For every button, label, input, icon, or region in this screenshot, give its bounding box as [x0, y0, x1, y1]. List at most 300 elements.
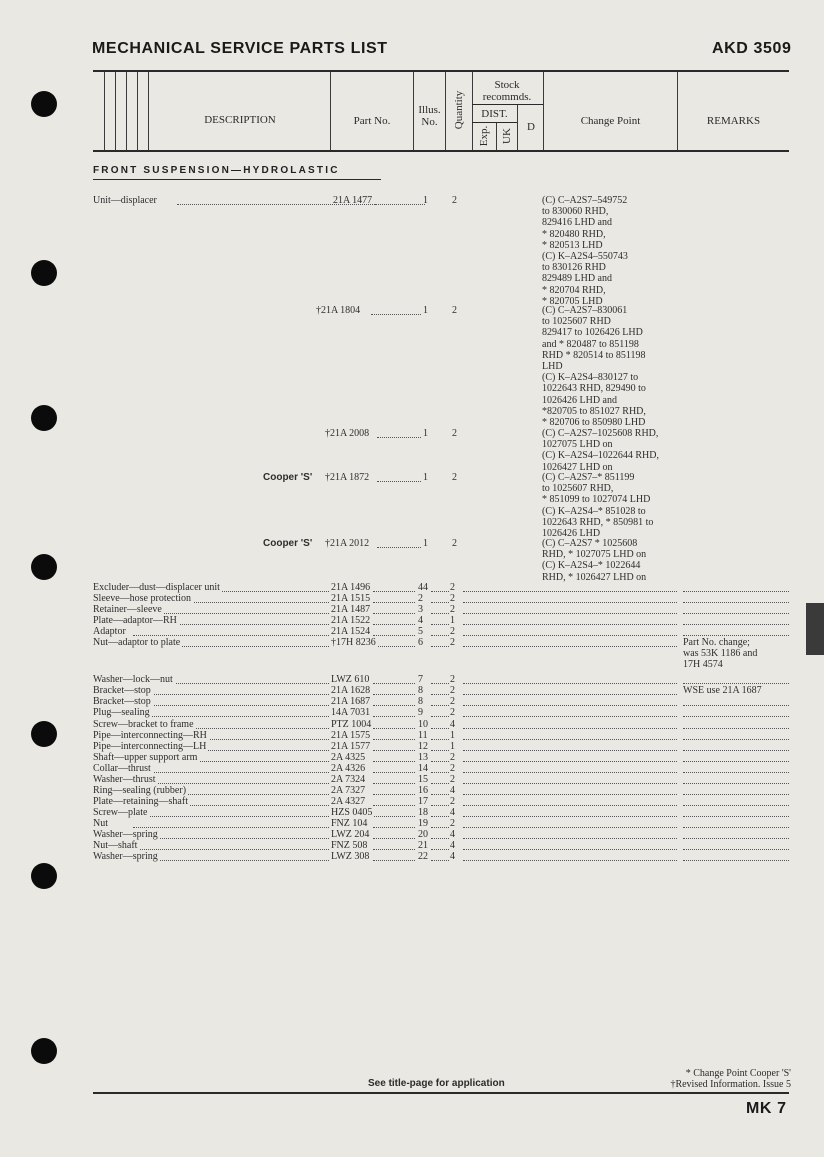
leader-dots: [133, 848, 329, 850]
description: Washer—spring: [93, 829, 158, 840]
leader-dots: [373, 815, 415, 817]
leader-dots: [463, 601, 677, 603]
quantity: 4: [450, 806, 455, 818]
quantity: 2: [450, 751, 455, 763]
parts-row: [93, 674, 789, 685]
illus-no: 1: [423, 305, 428, 316]
part-no: 14A 7031: [331, 707, 371, 719]
quantity: 4: [450, 829, 455, 840]
change-point-line: *820705 to 851027 RHD,: [542, 405, 646, 417]
leader-dots: [463, 782, 677, 784]
leader-dots: [373, 760, 415, 762]
change-point-line: RHD * 820514 to 851198: [542, 349, 646, 361]
leader-dots: [463, 760, 677, 762]
change-point-line: 829489 LHD and: [542, 273, 612, 285]
leader-dots: [373, 859, 415, 861]
part-no: FNZ 508: [331, 840, 368, 852]
part-no: 21A 1577: [331, 740, 371, 752]
description: Screw—bracket to frame: [93, 718, 194, 730]
column-header-quantity: Quantity: [453, 90, 465, 130]
binder-hole: [31, 1038, 57, 1064]
change-point-line: RHD, * 1026427 LHD on: [542, 571, 647, 583]
leader-dots: [373, 804, 415, 806]
binder-hole: [31, 554, 57, 580]
illus-no: 8: [418, 696, 423, 708]
leader-dots: [463, 848, 677, 850]
description: Pipe—interconnecting—LH: [93, 740, 207, 752]
leader-dots: [683, 704, 789, 706]
change-point-line: 829417 to 1026426 LHD: [542, 327, 643, 339]
column-header-stock: Stock recommds.: [482, 79, 532, 103]
leader-dots: [683, 601, 789, 603]
part-no: LWZ 308: [331, 851, 370, 863]
leader-dots: [463, 693, 677, 695]
part-no: 21A 1522: [331, 615, 371, 627]
leader-dots: [683, 771, 789, 773]
parts-row: [93, 593, 789, 604]
column-divider: [677, 72, 678, 150]
part-no: LWZ 204: [331, 829, 370, 840]
leader-dots: [371, 313, 421, 315]
part-no: 2A 4325: [331, 751, 366, 763]
table-top-rule: [93, 70, 789, 72]
description: Bracket—stop: [93, 696, 151, 708]
leader-dots: [133, 771, 329, 773]
leader-dots: [377, 546, 421, 548]
description: Washer—spring: [93, 851, 158, 863]
leader-dots: [683, 715, 789, 717]
parts-row: [93, 707, 789, 718]
part-no: 2A 4326: [331, 762, 366, 774]
leader-dots: [463, 826, 677, 828]
leader-dots: [683, 837, 789, 839]
change-point-block: [542, 195, 628, 307]
part-no: †21A 1804: [316, 305, 361, 316]
description: Nut—adaptor to plate: [93, 637, 181, 649]
description: Plate—retaining—shaft: [93, 795, 188, 807]
illus-no: 19: [418, 817, 428, 829]
leader-dots: [683, 634, 789, 636]
column-header-exp: Exp.: [478, 125, 490, 147]
change-point-block: [542, 428, 659, 473]
column-header-d: D: [527, 121, 535, 133]
leader-dots: [463, 634, 677, 636]
leader-dots: [463, 738, 677, 740]
leader-dots: [683, 859, 789, 861]
change-point-line: to 830126 RHD: [542, 262, 606, 274]
parts-row: [93, 785, 789, 796]
leader-dots: [463, 704, 677, 706]
change-point-line: 1026427 LHD on: [542, 461, 613, 473]
change-point-line: * 851099 to 1027074 LHD: [542, 494, 651, 506]
quantity: 2: [450, 707, 455, 719]
leader-dots: [431, 848, 451, 850]
change-point-line: (C) K–A2S4–* 851028 to: [542, 505, 646, 517]
change-point-line: * 820706 to 850980 LHD: [542, 417, 646, 429]
description: Screw—plate: [93, 806, 148, 818]
column-header-change-point: Change Point: [580, 115, 641, 127]
leader-dots: [431, 715, 451, 717]
change-point-line: (C) K–A2S4–* 1022644: [542, 560, 641, 572]
illus-no: 17: [418, 795, 428, 807]
illus-no: 3: [418, 604, 423, 616]
leader-dots: [431, 693, 451, 695]
parts-row: [93, 582, 789, 593]
change-point-line: 1022643 RHD, * 850981 to: [542, 516, 654, 528]
binder-hole: [31, 721, 57, 747]
quantity: 2: [450, 762, 455, 774]
leader-dots: [133, 693, 329, 695]
leader-dots: [683, 815, 789, 817]
leader-dots: [463, 612, 677, 614]
parts-row: [93, 741, 789, 752]
illus-no: 20: [418, 829, 428, 840]
part-no: †21A 2008: [325, 428, 370, 439]
footnote-change-point: * Change Point Cooper 'S': [685, 1068, 791, 1079]
quantity: 2: [452, 538, 457, 549]
change-point-line: RHD, * 1027075 LHD on: [542, 549, 647, 561]
parts-row: [93, 428, 543, 439]
leader-dots: [683, 727, 789, 729]
parts-row: [93, 637, 789, 671]
column-divider: [148, 72, 149, 150]
leader-dots: [373, 612, 415, 614]
description: Washer—lock—nut: [93, 674, 173, 686]
parts-row: [93, 615, 789, 626]
leader-dots: [373, 704, 415, 706]
change-point-line: (C) C–A2S7–549752: [542, 195, 628, 206]
quantity: 2: [450, 604, 455, 616]
leader-dots: [683, 612, 789, 614]
leader-dots: [373, 715, 415, 717]
part-no: 21A 1515: [331, 593, 371, 605]
footer-rule: [93, 1092, 789, 1094]
change-point-line: (C) C–A2S7–830061: [542, 305, 628, 316]
quantity: 1: [450, 740, 455, 752]
change-point-line: 1026426 LHD and: [542, 394, 617, 406]
stock-divider: [472, 104, 543, 105]
quantity: 2: [450, 626, 455, 638]
parts-row: [93, 719, 789, 730]
parts-row: [93, 774, 789, 785]
leader-dots: [133, 704, 329, 706]
part-no: 21A 1477: [333, 195, 373, 206]
quantity: 2: [450, 637, 455, 649]
section-title: FRONT SUSPENSION—HYDROLASTIC: [93, 165, 340, 176]
leader-dots: [431, 645, 451, 647]
illus-no: 7: [418, 674, 423, 686]
parts-row: [93, 851, 789, 862]
change-point-line: (C) C–A2S7–1025608 RHD,: [542, 428, 659, 439]
leader-dots: [373, 738, 415, 740]
part-no: †21A 1872: [325, 472, 370, 483]
table-bottom-rule: [93, 150, 789, 152]
leader-dots: [683, 760, 789, 762]
change-point-line: * 820480 RHD,: [542, 228, 606, 240]
leader-dots: [373, 793, 415, 795]
leader-dots: [683, 590, 789, 592]
illus-no: 10: [418, 718, 428, 730]
parts-row: [93, 472, 543, 483]
leader-dots: [373, 623, 415, 625]
parts-row: [93, 195, 543, 206]
illus-no: 1: [423, 195, 428, 206]
column-divider: [115, 72, 116, 150]
leader-dots: [373, 782, 415, 784]
leader-dots: [133, 837, 329, 839]
parts-row: [93, 796, 789, 807]
application-note: See title-page for application: [368, 1078, 505, 1089]
illus-no: 1: [423, 538, 428, 549]
leader-dots: [133, 815, 329, 817]
leader-dots: [133, 859, 329, 861]
change-point-line: (C) K–A2S4–830127 to: [542, 372, 639, 384]
quantity: 2: [450, 817, 455, 829]
leader-dots: [463, 715, 677, 717]
leader-dots: [463, 793, 677, 795]
change-point-line: (C) K–A2S4–1022644 RHD,: [542, 450, 659, 462]
change-point-block: [542, 305, 646, 428]
change-point-line: * 820704 RHD,: [542, 284, 606, 296]
leader-dots: [373, 848, 415, 850]
change-point-line: (C) K–A2S4–550743: [542, 251, 628, 263]
change-point-line: to 1025607 RHD: [542, 316, 611, 328]
part-no: 2A 7324: [331, 773, 366, 785]
leader-dots: [431, 634, 451, 636]
parts-row: [93, 305, 543, 316]
column-divider: [543, 72, 544, 150]
leader-dots: [431, 837, 451, 839]
illus-no: 18: [418, 806, 428, 818]
footnote-revised: †Revised Information. Issue 5: [670, 1079, 791, 1090]
leader-dots: [431, 727, 451, 729]
leader-dots: [373, 590, 415, 592]
change-point-line: 1027075 LHD on: [542, 439, 613, 451]
part-no: HZS 0405: [331, 806, 373, 818]
leader-dots: [373, 645, 415, 647]
section-underline: [93, 179, 381, 180]
quantity: 2: [452, 305, 457, 316]
column-divider: [330, 72, 331, 150]
illus-no: 11: [418, 729, 428, 741]
parts-row: [93, 696, 789, 707]
description: Plate—adaptor—RH: [93, 615, 177, 627]
quantity: 2: [450, 593, 455, 605]
leader-dots: [683, 804, 789, 806]
leader-dots: [431, 601, 451, 603]
leader-dots: [463, 771, 677, 773]
illus-no: 2: [418, 593, 423, 605]
remark-line: 17H 4574: [683, 659, 723, 671]
description: Retainer—sleeve: [93, 604, 162, 616]
column-header-dist: DIST.: [481, 108, 508, 120]
quantity: 4: [450, 718, 455, 730]
page-title: MECHANICAL SERVICE PARTS LIST: [92, 40, 388, 57]
leader-dots: [431, 760, 451, 762]
leader-dots: [431, 804, 451, 806]
part-no: 21A 1496: [331, 582, 371, 593]
illus-no: 21: [418, 840, 428, 852]
parts-row: [93, 807, 789, 818]
description: Adaptor: [93, 626, 126, 638]
leader-dots: [683, 793, 789, 795]
column-divider: [496, 122, 497, 150]
parts-row: [93, 604, 789, 615]
model-label: Cooper 'S': [263, 538, 313, 549]
column-header-description: DESCRIPTION: [204, 114, 276, 126]
part-no: 21A 1524: [331, 626, 371, 638]
quantity: 2: [450, 674, 455, 686]
quantity: 2: [452, 195, 457, 206]
description: Shaft—upper support arm: [93, 751, 198, 763]
leader-dots: [463, 804, 677, 806]
remark-line: was 53K 1186 and: [683, 648, 758, 660]
illus-no: 13: [418, 751, 428, 763]
quantity: 2: [450, 696, 455, 708]
part-no: 2A 4327: [331, 795, 366, 807]
leader-dots: [463, 623, 677, 625]
description: Sleeve—hose protection: [93, 593, 192, 605]
description: Collar—thrust: [93, 762, 151, 774]
leader-dots: [683, 848, 789, 850]
leader-dots: [373, 837, 415, 839]
leader-dots: [373, 727, 415, 729]
leader-dots: [373, 601, 415, 603]
leader-dots: [431, 623, 451, 625]
leader-dots: [463, 590, 677, 592]
illus-no: 1: [423, 428, 428, 439]
column-header-illus-no: Illus. No.: [418, 104, 441, 128]
leader-dots: [431, 612, 451, 614]
quantity: 4: [450, 840, 455, 852]
change-point-line: 1026426 LHD: [542, 528, 601, 540]
description: Pipe—interconnecting—RH: [93, 729, 207, 741]
leader-dots: [431, 704, 451, 706]
quantity: 2: [450, 795, 455, 807]
leader-dots: [683, 623, 789, 625]
part-no: 2A 7327: [331, 784, 366, 796]
parts-row: [93, 829, 789, 840]
change-point-line: to 1025607 RHD,: [542, 483, 614, 495]
part-no: FNZ 104: [331, 817, 368, 829]
part-no: †21A 2012: [325, 538, 370, 549]
description: Unit—displacer: [93, 195, 157, 206]
binder-hole: [31, 405, 57, 431]
description: Washer—thrust: [93, 773, 156, 785]
leader-dots: [373, 682, 415, 684]
illus-no: 22: [418, 851, 428, 863]
leader-dots: [133, 634, 329, 636]
quantity: 4: [450, 851, 455, 863]
binder-hole: [31, 863, 57, 889]
illus-no: 14: [418, 762, 428, 774]
leader-dots: [463, 645, 677, 647]
illus-no: 9: [418, 707, 423, 719]
leader-dots: [463, 727, 677, 729]
column-header-part-no: Part No.: [353, 115, 391, 127]
leader-dots: [377, 480, 421, 482]
remark-line: Part No. change;: [683, 637, 750, 649]
binder-hole: [31, 91, 57, 117]
change-point-line: to 830060 RHD,: [542, 206, 609, 218]
quantity: 2: [452, 472, 457, 483]
quantity: 4: [450, 784, 455, 796]
change-point-line: * 820513 LHD: [542, 239, 603, 251]
leader-dots: [463, 682, 677, 684]
column-divider: [126, 72, 127, 150]
description: Excluder—dust—displacer unit: [93, 582, 220, 593]
parts-row: [93, 538, 543, 549]
change-point-line: 1022643 RHD, 829490 to: [542, 383, 646, 395]
description: Bracket—stop: [93, 685, 151, 697]
page-number: MK 7: [746, 1100, 787, 1117]
leader-dots: [431, 682, 451, 684]
illus-no: 16: [418, 784, 428, 796]
parts-row: [93, 752, 789, 763]
part-no: PTZ 1004: [331, 718, 372, 730]
leader-dots: [683, 682, 789, 684]
column-divider: [137, 72, 138, 150]
leader-dots: [431, 590, 451, 592]
leader-dots: [133, 826, 329, 828]
change-point-block: [542, 472, 653, 539]
leader-dots: [373, 693, 415, 695]
document-code: AKD 3509: [712, 40, 792, 57]
part-no: LWZ 610: [331, 674, 370, 686]
remark-line: WSE use 21A 1687: [683, 685, 762, 697]
quantity: 1: [450, 615, 455, 627]
leader-dots: [431, 815, 451, 817]
leader-dots: [373, 749, 415, 751]
model-label: Cooper 'S': [263, 472, 313, 483]
leader-dots: [431, 749, 451, 751]
column-header-remarks: REMARKS: [706, 115, 761, 127]
change-point-line: (C) C–A2S7 * 1025608: [542, 538, 638, 549]
parts-row: [93, 818, 789, 829]
change-point-line: (C) C–A2S7–* 851199: [542, 472, 635, 483]
change-point-line: LHD: [542, 361, 563, 373]
change-point-line: and * 820487 to 851198: [542, 338, 639, 350]
leader-dots: [431, 826, 451, 828]
illus-no: 12: [418, 740, 428, 752]
description: Ring—sealing (rubber): [93, 784, 187, 796]
quantity: 1: [450, 729, 455, 741]
parts-row: [93, 763, 789, 774]
leader-dots: [373, 826, 415, 828]
illus-no: 6: [418, 637, 423, 649]
change-point-line: 829416 LHD and: [542, 217, 612, 229]
leader-dots: [431, 738, 451, 740]
part-no: 21A 1687: [331, 696, 371, 708]
description: Plug—sealing: [93, 707, 150, 719]
leader-dots: [683, 749, 789, 751]
leader-dots: [683, 738, 789, 740]
illus-no: 5: [418, 626, 423, 638]
leader-dots: [373, 771, 415, 773]
description: Nut—shaft: [93, 840, 138, 852]
illus-no: 1: [423, 472, 428, 483]
leader-dots: [683, 826, 789, 828]
column-divider: [517, 104, 518, 150]
quantity: 2: [450, 773, 455, 785]
illus-no: 15: [418, 773, 428, 785]
change-point-line: * 820705 LHD: [542, 295, 603, 307]
leader-dots: [683, 782, 789, 784]
parts-row: [93, 685, 789, 696]
leader-dots: [431, 859, 451, 861]
leader-dots: [463, 837, 677, 839]
leader-dots: [431, 771, 451, 773]
